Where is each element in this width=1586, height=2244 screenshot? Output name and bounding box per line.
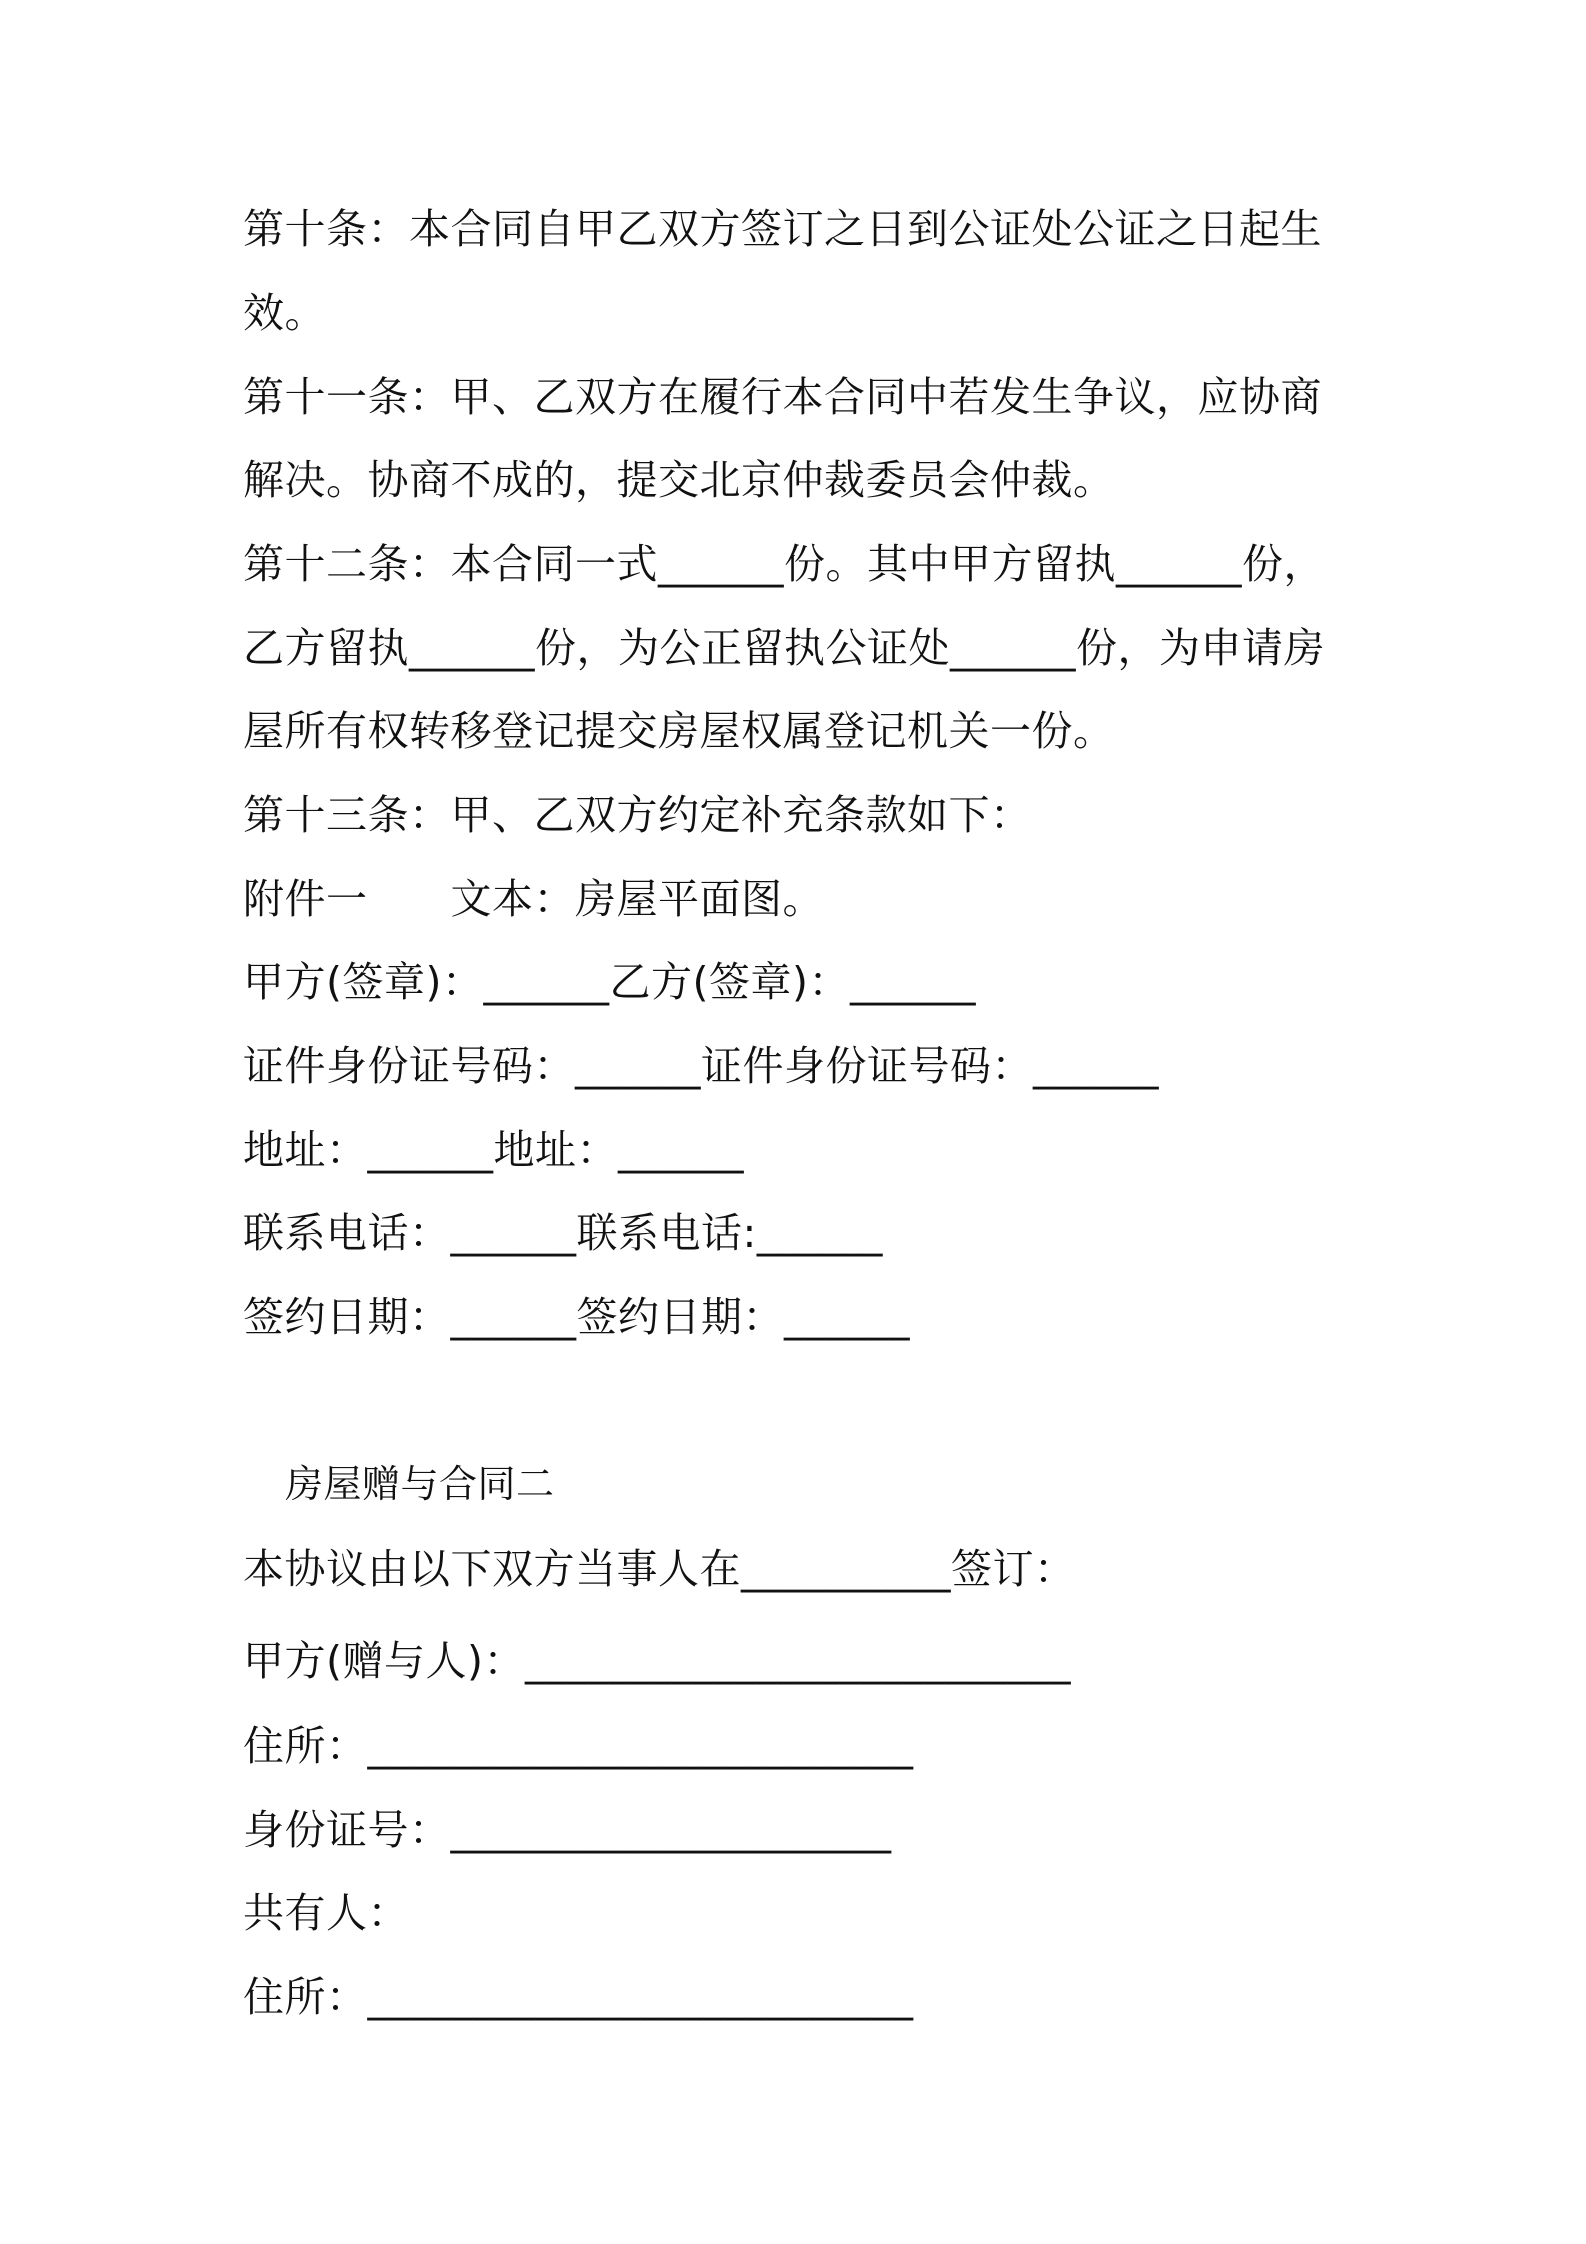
signature-line: 甲方(签章)：______乙方(签章)：______ [243, 958, 976, 1006]
address-line: 地址：______地址：______ [243, 1126, 744, 1174]
agreement-intro-line: 本协议由以下双方当事人在__________签订： [243, 1545, 1076, 1593]
co-owner-line: 共有人： [243, 1889, 409, 1937]
attachment-line: 附件一 文本：房屋平面图。 [243, 875, 824, 923]
article-11-line-1: 第十一条：甲、乙双方在履行本合同中若发生争议，应协商 [243, 373, 1322, 421]
co-owner-residence-line: 住所：__________________________ [243, 1973, 914, 2021]
article-10-line-2: 效。 [243, 289, 326, 337]
phone-line: 联系电话：______联系电话:______ [243, 1209, 883, 1257]
donor-line: 甲方(赠与人)：__________________________ [243, 1637, 1071, 1685]
article-12-line-2: 乙方留执______份，为公正留执公证处______份，为申请房 [243, 624, 1325, 672]
article-12-line-1: 第十二条：本合同一式______份。其中甲方留执______份， [243, 540, 1325, 588]
article-12-line-3: 屋所有权转移登记提交房屋权属登记机关一份。 [243, 707, 1115, 755]
donor-residence-line: 住所：__________________________ [243, 1722, 914, 1770]
article-11-line-2: 解决。协商不成的，提交北京仲裁委员会仲裁。 [243, 456, 1115, 504]
article-10-line-1: 第十条：本合同自甲乙双方签订之日到公证处公证之日起生 [243, 205, 1322, 253]
donor-id-line: 身份证号：_____________________ [243, 1806, 892, 1854]
section-title: 房屋赠与合同二 [285, 1462, 555, 1506]
sign-date-line: 签约日期：______签约日期：______ [243, 1293, 910, 1341]
id-number-line: 证件身份证号码：______证件身份证号码：______ [243, 1042, 1159, 1090]
article-13-line: 第十三条：甲、乙双方约定补充条款如下： [243, 791, 1032, 839]
